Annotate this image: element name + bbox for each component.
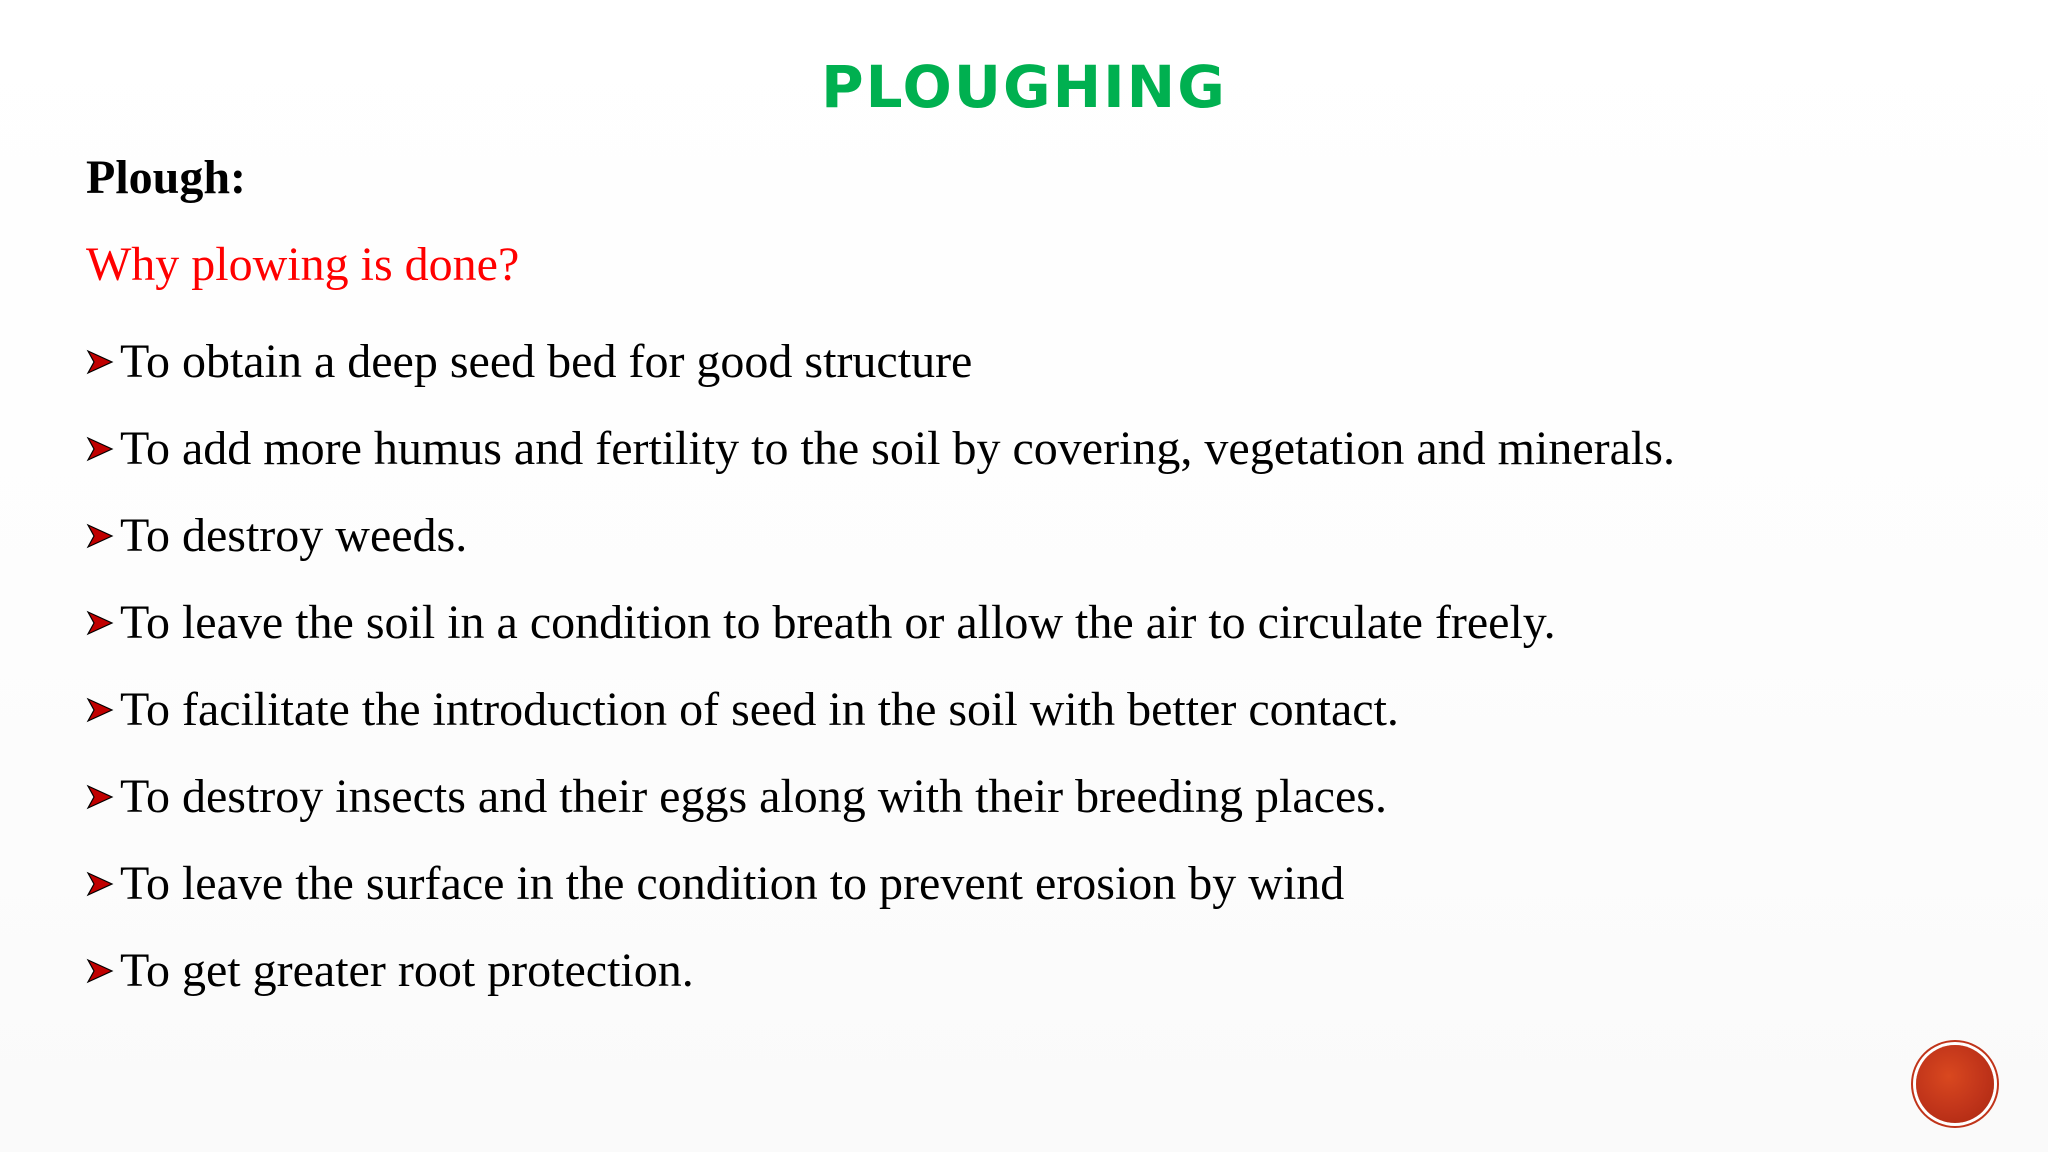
arrowhead-bullet-icon — [86, 502, 120, 570]
bullet-text: To get greater root protection. — [120, 943, 694, 997]
arrowhead-bullet-icon — [86, 763, 120, 831]
bullet-text: To obtain a deep seed bed for good structure — [120, 334, 973, 388]
slide-content — [86, 144, 1986, 1014]
arrowhead-bullet-icon — [86, 415, 120, 483]
arrowhead-bullet-icon — [86, 676, 120, 744]
bullet-item — [86, 753, 1986, 840]
bullet-text: To leave the surface in the condition to prevent erosion by wind — [120, 856, 1345, 910]
bullet-item — [86, 666, 1986, 753]
section-heading: Plough: — [86, 151, 247, 204]
arrowhead-bullet-icon — [86, 850, 120, 918]
slide-title: PLOUGHING — [821, 53, 1227, 121]
bullet-text: To facilitate the introduction of seed in the soil with better contact. — [120, 682, 1399, 736]
bullet-list — [86, 318, 1986, 1014]
bullet-text: To destroy insects and their eggs along with their breeding places. — [120, 769, 1387, 823]
bullet-item — [86, 318, 1986, 405]
bullet-item — [86, 927, 1986, 1014]
bullet-text: To add more humus and fertility to the soil by covering, vegetation and minerals. — [120, 421, 1675, 475]
arrowhead-bullet-icon — [86, 589, 120, 657]
next-slide-button[interactable] — [1916, 1045, 1994, 1123]
bullet-text: To destroy weeds. — [120, 508, 468, 562]
section-question: Why plowing is done? — [86, 238, 520, 291]
arrowhead-bullet-icon — [86, 328, 120, 396]
arrowhead-bullet-icon — [86, 937, 120, 1005]
bullet-item — [86, 579, 1986, 666]
bullet-item — [86, 840, 1986, 927]
bullet-item — [86, 405, 1986, 492]
bullet-item — [86, 492, 1986, 579]
bullet-text: To leave the soil in a condition to breath or allow the air to circulate freely. — [120, 595, 1556, 649]
